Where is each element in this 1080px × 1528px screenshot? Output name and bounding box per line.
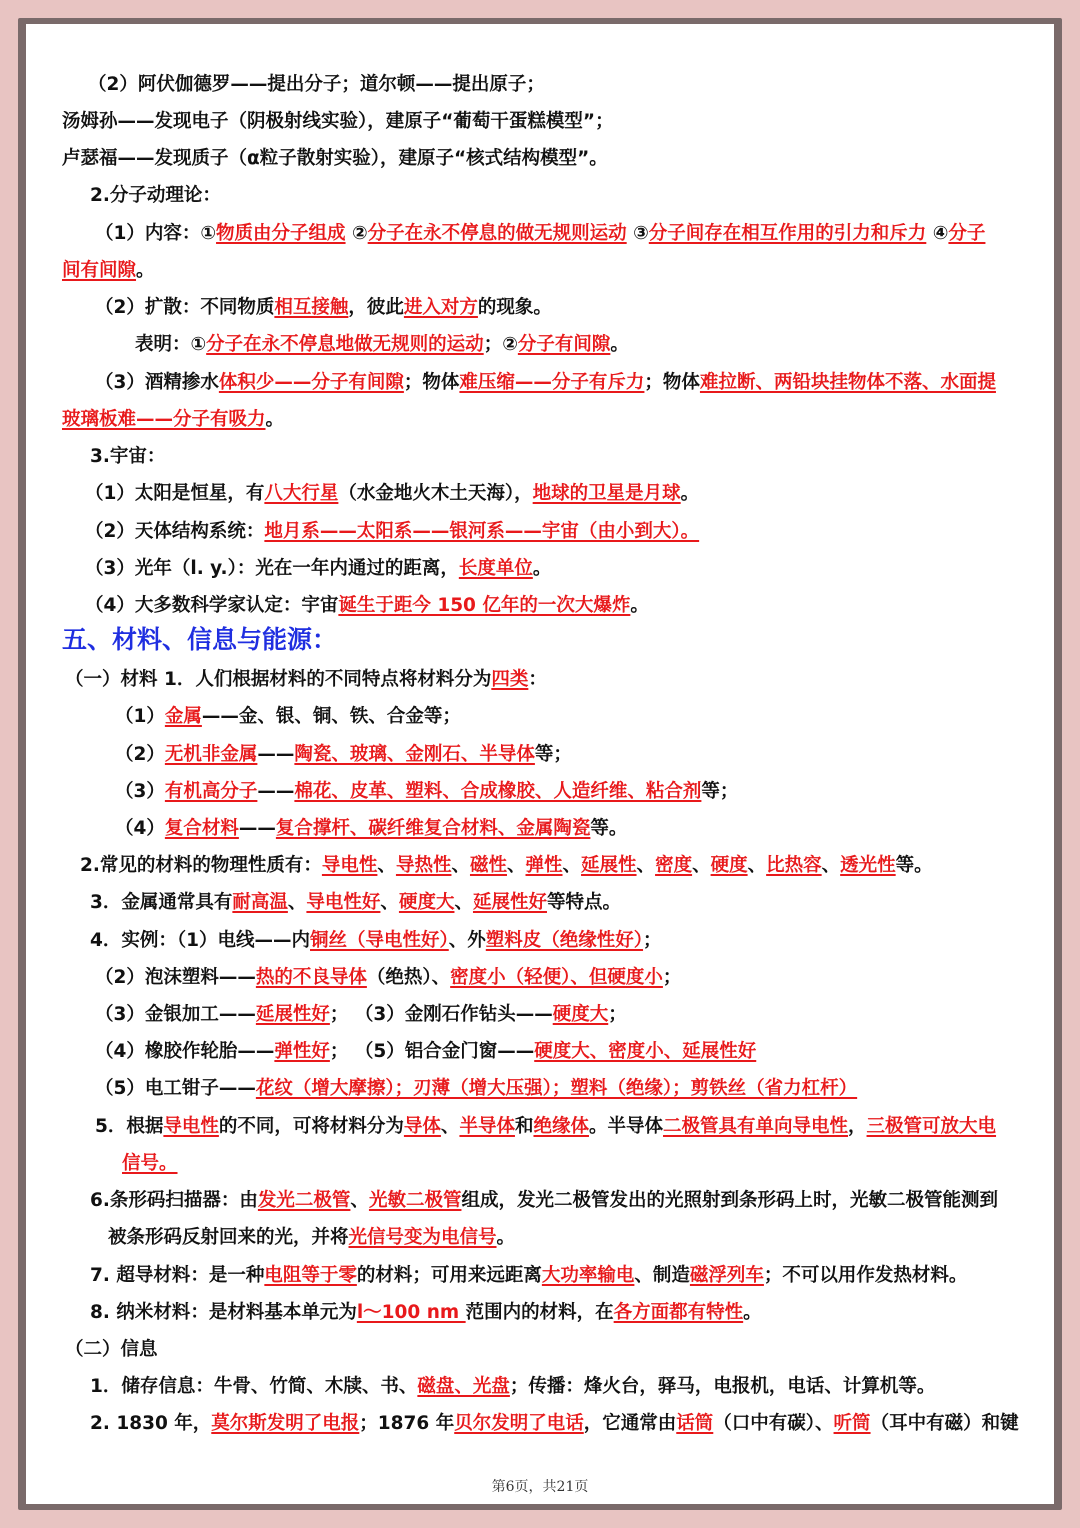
text-segment: （2）扩散：不同物质 — [95, 297, 275, 318]
text-line — [90, 1411, 1019, 1437]
text-segment: 、 — [380, 892, 399, 913]
text-segment: 等特点。 — [546, 892, 621, 913]
text-segment: 的材料；可用来远距离 — [356, 1265, 542, 1286]
text-segment: ； （3）金刚石作钻头—— — [329, 1004, 553, 1025]
text-segment: 卢瑟福——发现质子（α粒子散射实验），建原子“核式结构模型”。 — [62, 148, 608, 169]
text-segment: 6.条形码扫描器：由 — [90, 1190, 258, 1211]
text-segment: 。 — [136, 260, 155, 281]
highlighted-answer: 地球的卫星是月球 — [532, 483, 681, 504]
text-segment: 、 — [451, 855, 470, 876]
highlighted-answer: 话筒 — [676, 1413, 714, 1434]
text-line — [90, 1188, 998, 1214]
text-segment: 3.宇宙： — [90, 446, 166, 467]
text-segment: ： — [528, 669, 547, 690]
highlighted-answer: 硬度大 — [552, 1004, 609, 1025]
text-segment: 表明：① — [135, 334, 207, 355]
text-line — [95, 370, 996, 396]
text-segment: （3）光年（l. y.）：光在一年内通过的距离， — [85, 558, 459, 579]
highlighted-answer: 长度单位 — [458, 558, 533, 579]
text-line — [88, 72, 545, 98]
highlighted-answer: 导电性 — [321, 855, 378, 876]
text-line — [65, 1337, 158, 1363]
text-line — [90, 1374, 935, 1400]
text-segment: 、 — [747, 855, 767, 876]
text-segment: ④ — [926, 223, 949, 244]
highlighted-answer: 延展性 — [581, 855, 637, 876]
highlighted-answer: 热的不良导体 — [255, 967, 367, 988]
text-segment: 的不同，可将材料分为 — [218, 1116, 404, 1137]
highlighted-answer: 光信号变为电信号 — [348, 1227, 497, 1248]
text-segment: 。 — [496, 1227, 516, 1248]
highlighted-answer: 无机非金属 — [164, 744, 258, 765]
highlighted-answer: 四类 — [491, 669, 529, 690]
text-segment: （水金地火木土天海）， — [338, 483, 533, 504]
highlighted-answer: 硬度大 — [398, 892, 455, 913]
text-line — [95, 965, 681, 991]
highlighted-answer: 有机高分子 — [164, 781, 258, 802]
text-segment: （一）材料 1．人们根据材料的不同特点将材料分为 — [65, 669, 492, 690]
highlighted-answer: 二极管具有单向导电性 — [663, 1116, 849, 1137]
highlighted-answer: 分子有间隙 — [517, 334, 611, 355]
text-segment: 、 — [562, 855, 582, 876]
text-segment: 的现象。 — [477, 297, 552, 318]
highlighted-answer: 延展性好 — [472, 892, 547, 913]
text-segment: ；② — [483, 334, 518, 355]
highlighted-answer: l～100 nm — [356, 1302, 466, 1323]
text-line — [115, 704, 461, 730]
text-segment: 、 — [377, 855, 396, 876]
text-segment: ；1876 年 — [359, 1413, 455, 1434]
highlighted-answer: 诞生于距今 150 亿年的一次大爆炸 — [338, 595, 631, 616]
highlighted-answer: 硬度 — [710, 855, 748, 876]
highlighted-answer: 地月系——太阳系——银河系——宇宙（由小到大）。 — [264, 521, 700, 542]
text-segment: ； （5）铝合金门窗—— — [329, 1041, 535, 1062]
highlighted-answer: 光敏二极管 — [368, 1190, 462, 1211]
highlighted-answer: 贝尔发明了电话 — [454, 1413, 584, 1434]
highlighted-answer: 棉花、皮革、塑料、合成橡胶、人造纤维、粘合剂 — [294, 781, 702, 802]
text-segment: 。 — [532, 558, 552, 579]
highlighted-answer: 信号。 — [122, 1153, 178, 1174]
text-line — [115, 779, 738, 805]
text-segment: ，彼此 — [348, 297, 404, 318]
text-segment: （1）太阳是恒星，有 — [85, 483, 265, 504]
text-segment: —— — [257, 781, 295, 802]
text-segment: （3） — [115, 781, 165, 802]
text-segment: 被条形码反射回来的光，并将 — [108, 1227, 349, 1248]
text-segment: 。 — [743, 1302, 762, 1323]
text-line — [90, 183, 221, 209]
highlighted-answer: 玻璃板难——分子有吸力 — [62, 409, 266, 430]
text-segment: 、 — [287, 892, 307, 913]
highlighted-answer: 复合材料 — [164, 818, 239, 839]
text-segment: 。 — [630, 595, 649, 616]
highlighted-answer: 导体 — [403, 1116, 441, 1137]
text-line — [85, 519, 699, 545]
text-segment: 。 — [610, 334, 629, 355]
text-line — [62, 109, 614, 135]
text-line — [90, 444, 165, 470]
text-segment: 、 — [454, 892, 473, 913]
text-line — [65, 667, 547, 693]
highlighted-answer: 复合撑杆、碳纤维复合材料、金属陶瓷 — [275, 818, 591, 839]
text-segment: （4） — [115, 818, 165, 839]
text-line — [108, 1225, 515, 1251]
text-segment: ，它通常由 — [583, 1413, 677, 1434]
text-segment: （3）酒精掺水 — [95, 372, 219, 393]
highlighted-answer: 比热容 — [766, 855, 822, 876]
text-segment: 等。 — [590, 818, 628, 839]
highlighted-answer: 大功率输电 — [541, 1265, 635, 1286]
text-line — [85, 481, 699, 507]
page-footer: 第6页，共21页 — [491, 1479, 589, 1495]
highlighted-answer: 导电性 — [163, 1116, 219, 1137]
text-segment: ；物体 — [403, 372, 460, 393]
text-line — [90, 1263, 967, 1289]
section-heading — [62, 627, 337, 653]
text-segment: 3．金属通常具有 — [90, 892, 233, 913]
highlighted-answer: 难压缩——分子有斥力 — [459, 372, 645, 393]
text-segment: （1）内容：① — [95, 223, 217, 244]
highlighted-answer: 发光二极管 — [257, 1190, 351, 1211]
text-segment: ； — [662, 967, 682, 988]
text-segment: 和 — [514, 1116, 534, 1137]
text-segment: 2. 1830 年， — [90, 1413, 212, 1434]
highlighted-answer: 透光性 — [840, 855, 896, 876]
text-segment: ； — [643, 930, 662, 951]
text-line — [115, 742, 572, 768]
highlighted-answer: 三极管可放大电 — [866, 1116, 997, 1137]
text-line — [90, 1300, 762, 1326]
text-segment: （2）阿伏伽德罗——提出分子；道尔顿——提出原子； — [88, 74, 545, 95]
text-segment: 等。 — [895, 855, 933, 876]
highlighted-answer: 绝缘体 — [533, 1116, 589, 1137]
highlighted-answer: 导电性好 — [306, 892, 381, 913]
text-line — [80, 853, 933, 879]
highlighted-answer: 间有间隙 — [62, 260, 137, 281]
text-segment: 1．储存信息：牛骨、竹简、木牍、书、 — [90, 1376, 418, 1397]
highlighted-answer: 磁性 — [469, 855, 507, 876]
text-segment: （5）电工钳子—— — [95, 1078, 256, 1099]
text-line — [115, 816, 627, 842]
text-segment: 、 — [440, 1116, 460, 1137]
text-segment: 2.常见的材料的物理性质有： — [80, 855, 322, 876]
highlighted-answer: 半导体 — [459, 1116, 515, 1137]
highlighted-answer: 分子在永不停息的做无规则运动 — [367, 223, 627, 244]
text-segment: 。 — [680, 483, 700, 504]
highlighted-answer: 硬度大、密度小、延展性好 — [534, 1041, 757, 1062]
text-line — [95, 1076, 857, 1102]
text-line — [90, 890, 621, 916]
text-segment: （3）金银加工—— — [95, 1004, 256, 1025]
text-segment: —— — [238, 818, 276, 839]
highlighted-answer: 弹性 — [525, 855, 563, 876]
text-segment: 。半导体 — [588, 1116, 663, 1137]
text-segment: 等； — [534, 744, 572, 765]
highlighted-answer: 八大行星 — [264, 483, 339, 504]
text-segment: 组成，发光二极管发出的光照射到条形码上时，光敏二极管能测到 — [461, 1190, 998, 1211]
highlighted-answer: 分子间存在相互作用的引力和斥力 — [648, 223, 927, 244]
text-segment: 汤姆孙——发现电子（阴极射线实验），建原子“葡萄干蛋糕模型”； — [62, 111, 614, 132]
highlighted-answer: 相互接触 — [274, 297, 349, 318]
text-segment: ；物体 — [644, 372, 700, 393]
text-segment: —— — [257, 744, 295, 765]
highlighted-answer: 物质由分子组成 — [216, 223, 346, 244]
text-line — [62, 407, 284, 433]
text-segment: 等； — [701, 781, 739, 802]
text-segment: 5．根据 — [95, 1116, 164, 1137]
highlighted-answer: 塑料皮（绝缘性好） — [485, 930, 644, 951]
highlighted-answer: 难拉断、两铅块挂物体不落、水面提 — [699, 372, 996, 393]
text-line — [90, 928, 662, 954]
highlighted-answer: 花纹（增大摩擦）；刃薄（增大压强）；塑料（绝缘）；剪铁丝（省力杠杆） — [255, 1078, 858, 1099]
highlighted-answer: 陶瓷、玻璃、金刚石、半导体 — [294, 744, 535, 765]
text-segment: 、 — [692, 855, 711, 876]
text-segment: （二）信息 — [65, 1339, 158, 1360]
text-line — [85, 593, 649, 619]
text-line — [122, 1151, 178, 1177]
highlighted-answer: 铜丝（导电性好） — [310, 930, 449, 951]
highlighted-answer: 磁浮列车 — [689, 1265, 764, 1286]
text-line — [95, 1039, 756, 1065]
text-line — [95, 1114, 996, 1140]
text-segment: ；传播：烽火台，驿马，电报机，电话、计算机等。 — [509, 1376, 936, 1397]
text-segment: （绝热）、 — [366, 967, 451, 988]
text-segment: 。 — [265, 409, 285, 430]
text-segment: （2）天体结构系统： — [85, 521, 265, 542]
text-segment: 、 — [350, 1190, 369, 1211]
text-segment: 2.分子动理论： — [90, 185, 221, 206]
text-segment: 4．实例：（1）电线——内 — [90, 930, 310, 951]
highlighted-answer: 听筒 — [833, 1413, 871, 1434]
text-segment: 五、材料、信息与能源： — [62, 625, 338, 654]
text-segment: 、 — [506, 855, 526, 876]
text-segment: （4）橡胶作轮胎—— — [95, 1041, 275, 1062]
text-segment: ； — [608, 1004, 627, 1025]
text-segment: 8. 纳米材料：是材料基本单元为 — [90, 1302, 357, 1323]
text-line — [135, 332, 629, 358]
highlighted-answer: 电阻等于零 — [264, 1265, 357, 1286]
text-segment: 、制造 — [634, 1265, 690, 1286]
highlighted-answer: 磁盘、光盘 — [417, 1376, 510, 1397]
text-segment: 范围内的材料，在 — [465, 1302, 614, 1323]
text-segment: （1） — [115, 706, 165, 727]
text-line — [62, 146, 608, 172]
highlighted-answer: 密度 — [655, 855, 693, 876]
text-segment: 7. 超导材料：是一种 — [90, 1265, 265, 1286]
text-segment: ——金、银、铜、铁、合金等； — [201, 706, 461, 727]
highlighted-answer: 弹性好 — [274, 1041, 330, 1062]
text-line — [95, 295, 552, 321]
highlighted-answer: 耐高温 — [232, 892, 288, 913]
text-segment: （口中有碳）、 — [713, 1413, 834, 1434]
text-line — [95, 221, 985, 247]
text-segment: ， — [848, 1116, 867, 1137]
text-segment: ② — [345, 223, 368, 244]
highlighted-answer: 分子在永不停息地做无规则的运动 — [206, 334, 484, 355]
highlighted-answer: 分子 — [948, 223, 986, 244]
highlighted-answer: 导热性 — [395, 855, 452, 876]
text-segment: （2） — [115, 744, 165, 765]
text-segment: （耳中有磁）和键 — [870, 1413, 1019, 1434]
text-segment: （4）大多数科学家认定：宇宙 — [85, 595, 339, 616]
text-segment: ③ — [626, 223, 649, 244]
text-segment: 、 — [636, 855, 656, 876]
text-segment: ；不可以用作发热材料。 — [763, 1265, 968, 1286]
highlighted-answer: 延展性好 — [255, 1004, 330, 1025]
highlighted-answer: 进入对方 — [403, 297, 478, 318]
text-line — [62, 258, 155, 284]
highlighted-answer: 体积少——分子有间隙 — [218, 372, 404, 393]
text-line — [95, 1002, 627, 1028]
highlighted-answer: 金属 — [164, 706, 202, 727]
text-segment: 、 — [821, 855, 841, 876]
highlighted-answer: 莫尔斯发明了电报 — [211, 1413, 360, 1434]
text-segment: 、外 — [448, 930, 486, 951]
text-segment: （2）泡沫塑料—— — [95, 967, 256, 988]
highlighted-answer: 密度小（轻便）、但硬度小 — [450, 967, 663, 988]
highlighted-answer: 各方面都有特性 — [613, 1302, 744, 1323]
text-line — [85, 556, 551, 582]
